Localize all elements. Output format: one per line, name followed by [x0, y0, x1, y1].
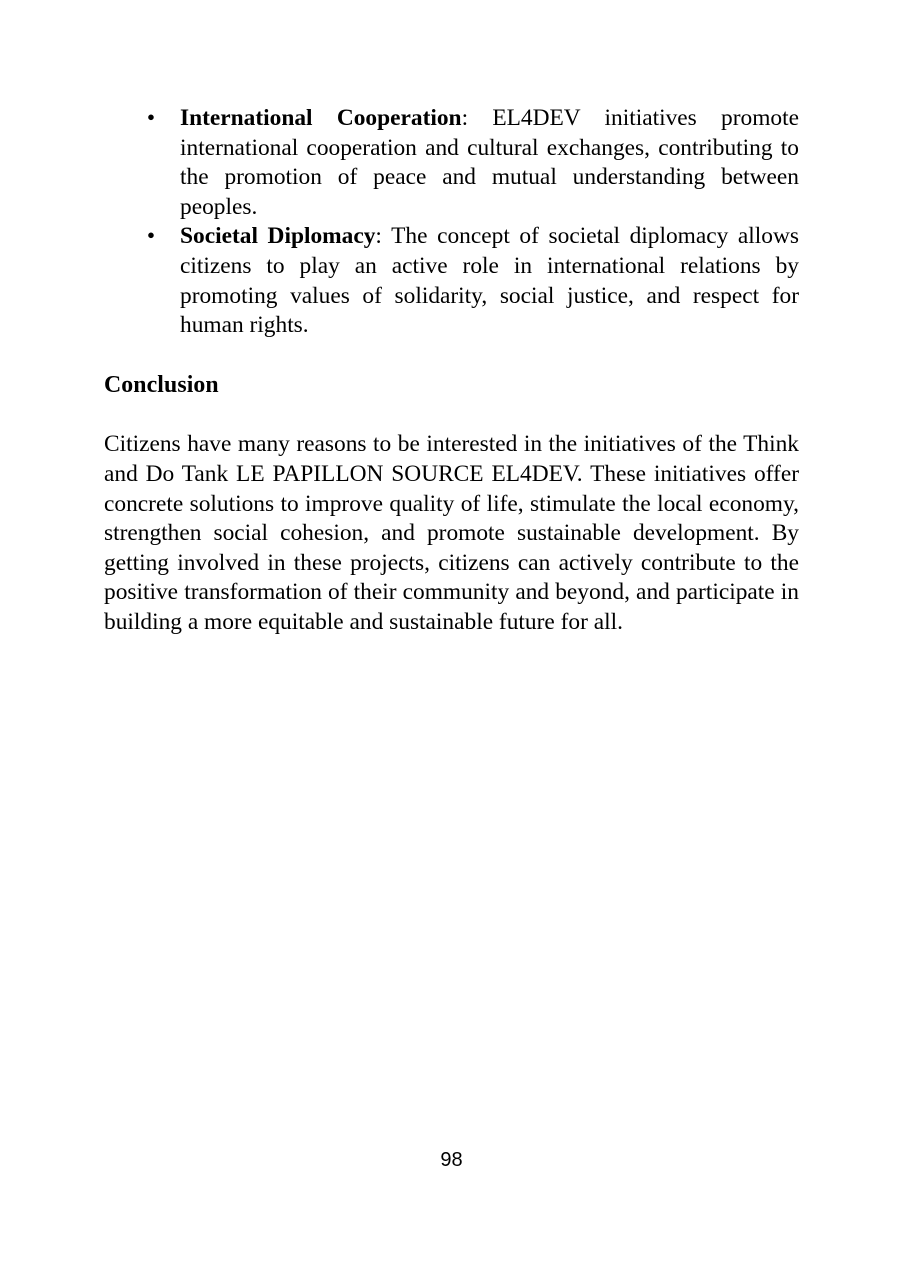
list-item-separator: : — [461, 105, 493, 131]
list-item — [104, 222, 799, 340]
bullet-point-icon: • — [146, 223, 156, 250]
section-heading-conclusion: Conclusion — [104, 371, 219, 398]
list-item — [104, 104, 799, 222]
benefits-bullet-list — [104, 104, 799, 341]
page-number: 98 — [440, 1149, 463, 1171]
conclusion-paragraph: Citizens have many reasons to be interested in the initiatives of the Think and Do Tank LE PAPILLON SOURCE EL4DEV. These initiatives offer concrete solutions to improve quality of life, stimulate the local economy, strengthen social cohesion, and promote sustainable development. By getting involved in these projects, citizens can actively contribute to the positive transformation of their community and beyond, and participate in building a more equitable and sustainable future for all. — [104, 431, 799, 635]
list-item-term: International Cooperation — [180, 105, 462, 131]
list-item-term: Societal Diplomacy — [180, 223, 376, 250]
page-content — [104, 104, 799, 638]
list-item-text: EL4DEV initiatives promote international cooperation and cultural exchanges, contributing to the promotion of peace and mutual understanding between peoples. — [180, 105, 799, 220]
list-item-text: The concept of societal diplomacy allows citizens to play an active role in international relations by promoting values of solidarity, social justice, and respect for human rights. — [180, 223, 799, 339]
list-item-separator: : — [375, 223, 392, 250]
bullet-point-icon: • — [146, 105, 156, 131]
